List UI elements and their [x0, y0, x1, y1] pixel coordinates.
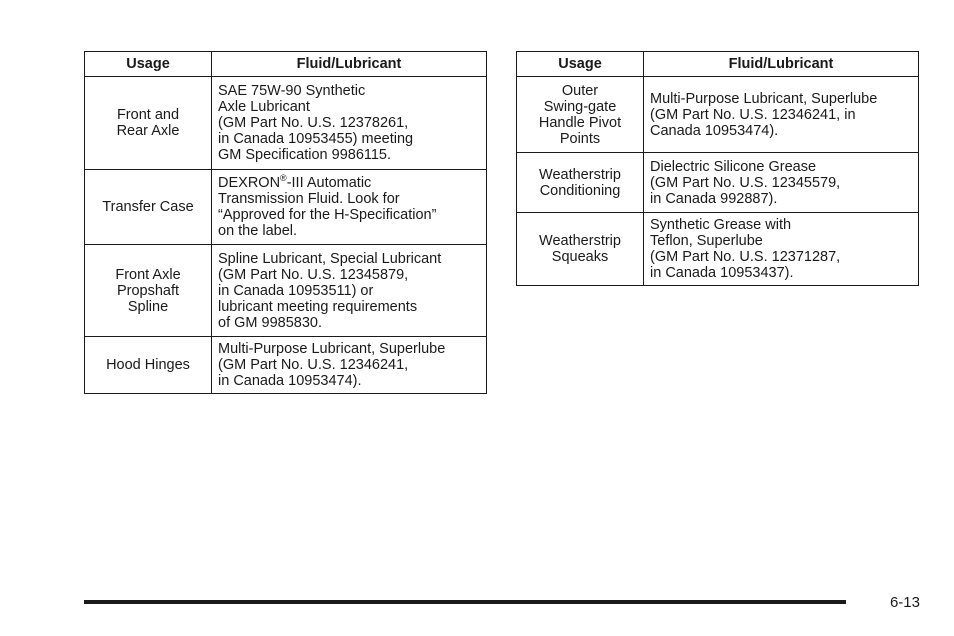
usage-cell: Outer Swing-gate Handle Pivot Points [517, 77, 644, 153]
fluid-cell: Dielectric Silicone Grease (GM Part No. U.S. 12345579, in Canada 992887). [644, 153, 919, 213]
fluid-cell: Synthetic Grease with Teflon, Superlube (GM Part No. U.S. 12371287, in Canada 10953437). [644, 213, 919, 286]
fluid-cell: Multi-Purpose Lubricant, Superlube (GM Part No. U.S. 12346241, in Canada 10953474). [212, 337, 487, 394]
table-row [85, 77, 487, 170]
fluid-header: Fluid/Lubricant [212, 52, 487, 77]
table-header-row [85, 52, 487, 77]
page-number: 6-13 [889, 594, 920, 611]
table-row [517, 153, 919, 213]
footer-rule [84, 600, 846, 604]
fluid-cell: SAE 75W-90 Synthetic Axle Lubricant (GM Part No. U.S. 12378261, in Canada 10953455) meeting GM Specification 9986115. [212, 77, 487, 170]
right-fluid-table [516, 51, 919, 286]
usage-cell: Front and Rear Axle [85, 77, 212, 170]
fluid-cell: DEXRON®-III Automatic Transmission Fluid. Look for “Approved for the H-Specification” on the label. [212, 170, 487, 245]
table-row [517, 77, 919, 153]
usage-header: Usage [85, 52, 212, 77]
usage-cell: Weatherstrip Squeaks [517, 213, 644, 286]
usage-cell: Weatherstrip Conditioning [517, 153, 644, 213]
fluid-cell: Spline Lubricant, Special Lubricant (GM Part No. U.S. 12345879, in Canada 10953511) or lubricant meeting requirements of GM 9985830. [212, 245, 487, 337]
usage-cell: Front Axle Propshaft Spline [85, 245, 212, 337]
fluid-cell: Multi-Purpose Lubricant, Superlube (GM Part No. U.S. 12346241, in Canada 10953474). [644, 77, 919, 153]
table-row [517, 213, 919, 286]
usage-cell: Hood Hinges [85, 337, 212, 394]
dexron-line: DEXRON®-III Automatic [218, 173, 372, 191]
table-row [85, 245, 487, 337]
table-row [85, 337, 487, 394]
registered-mark: ® [280, 173, 287, 184]
fluid-header: Fluid/Lubricant [644, 52, 919, 77]
usage-cell: Transfer Case [85, 170, 212, 245]
left-fluid-table [84, 51, 487, 394]
table-header-row [517, 52, 919, 77]
table-row [85, 170, 487, 245]
usage-header: Usage [517, 52, 644, 77]
